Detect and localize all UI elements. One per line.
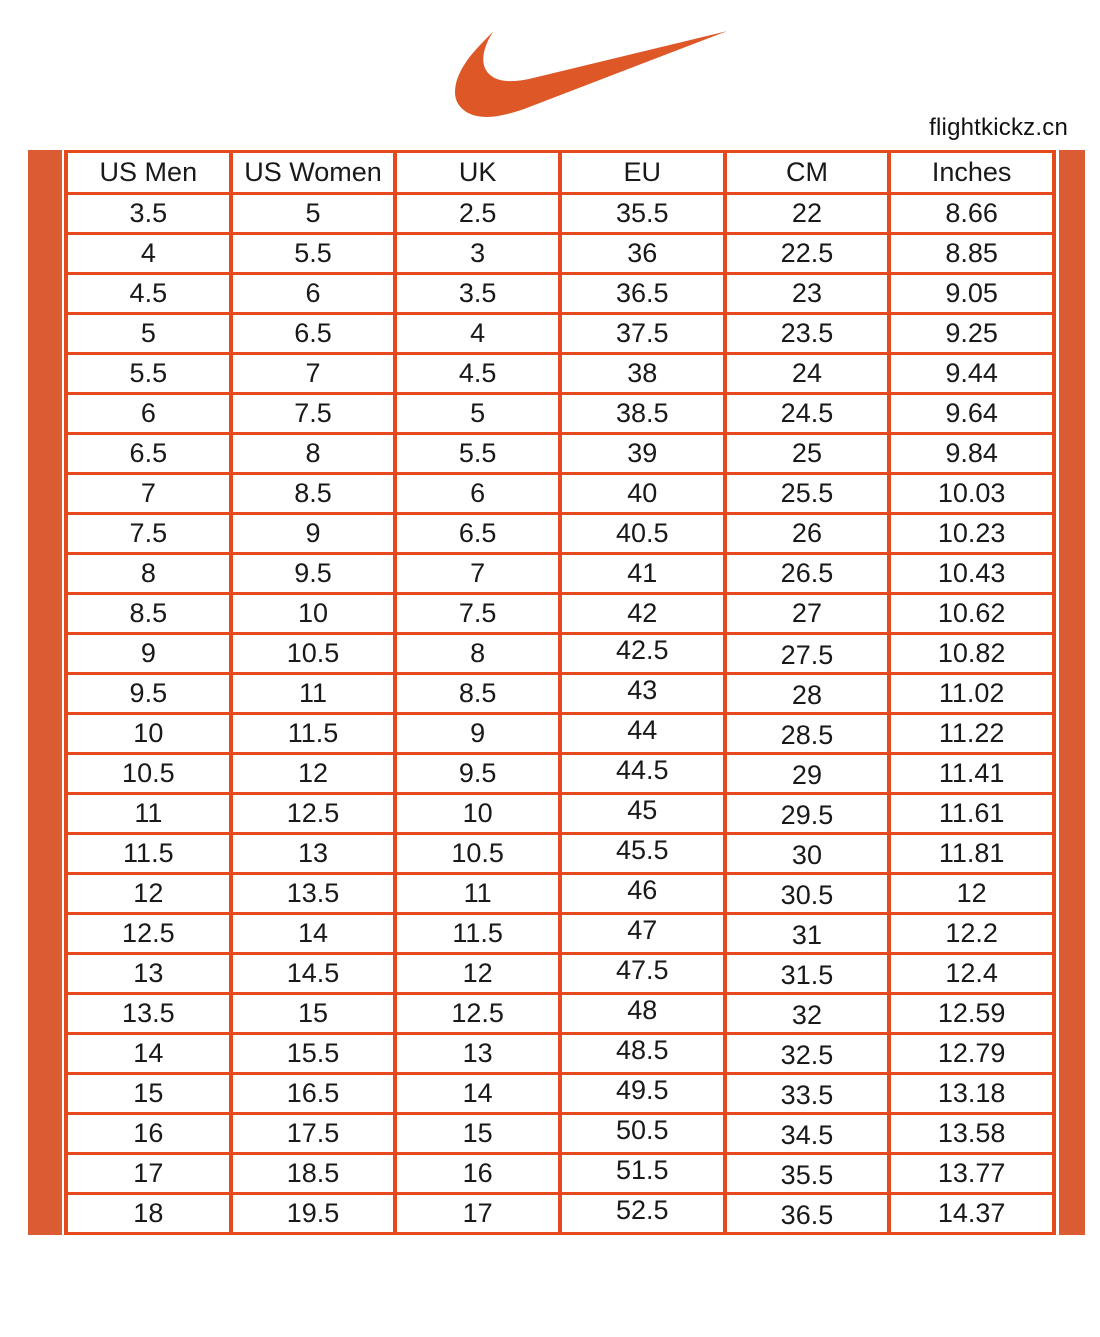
size-cell: 36.5 <box>725 1194 890 1234</box>
size-cell: 9 <box>395 714 560 754</box>
size-cell: 35.5 <box>560 194 725 234</box>
size-cell: 10 <box>66 714 231 754</box>
size-cell: 9.84 <box>889 434 1054 474</box>
size-cell: 13.5 <box>66 994 231 1034</box>
size-cell: 6.5 <box>231 314 396 354</box>
size-cell: 11 <box>395 874 560 914</box>
size-cell: 10.82 <box>889 634 1054 674</box>
size-cell: 48 <box>560 994 725 1034</box>
size-cell: 12 <box>889 874 1054 914</box>
size-cell: 39 <box>560 434 725 474</box>
size-cell: 4.5 <box>66 274 231 314</box>
size-cell: 36 <box>560 234 725 274</box>
size-cell: 22.5 <box>725 234 890 274</box>
size-cell: 11.5 <box>231 714 396 754</box>
size-cell: 40 <box>560 474 725 514</box>
size-cell: 43 <box>560 674 725 714</box>
column-header-cm: CM <box>725 152 890 194</box>
size-cell: 12.2 <box>889 914 1054 954</box>
size-cell: 6.5 <box>66 434 231 474</box>
size-cell: 15 <box>66 1074 231 1114</box>
size-cell: 15 <box>231 994 396 1034</box>
size-cell: 46 <box>560 874 725 914</box>
size-cell: 11.81 <box>889 834 1054 874</box>
size-cell: 11.61 <box>889 794 1054 834</box>
size-cell: 10.62 <box>889 594 1054 634</box>
size-cell: 15 <box>395 1114 560 1154</box>
size-cell: 10.5 <box>395 834 560 874</box>
size-cell: 12.59 <box>889 994 1054 1034</box>
size-cell: 4.5 <box>395 354 560 394</box>
size-cell: 13 <box>231 834 396 874</box>
size-cell: 9.5 <box>231 554 396 594</box>
size-cell: 9.5 <box>395 754 560 794</box>
size-cell: 24.5 <box>725 394 890 434</box>
table-row <box>66 714 1054 754</box>
size-cell: 24 <box>725 354 890 394</box>
size-cell: 14.5 <box>231 954 396 994</box>
size-cell: 33.5 <box>725 1074 890 1114</box>
size-cell: 15.5 <box>231 1034 396 1074</box>
size-cell: 6 <box>231 274 396 314</box>
size-cell: 8 <box>66 554 231 594</box>
table-row <box>66 874 1054 914</box>
size-cell: 8.66 <box>889 194 1054 234</box>
size-cell: 28 <box>725 674 890 714</box>
size-cell: 6.5 <box>395 514 560 554</box>
size-cell: 36.5 <box>560 274 725 314</box>
size-cell: 38.5 <box>560 394 725 434</box>
size-cell: 7 <box>231 354 396 394</box>
size-cell: 44.5 <box>560 754 725 794</box>
size-cell: 34.5 <box>725 1114 890 1154</box>
size-cell: 10 <box>231 594 396 634</box>
size-cell: 16 <box>66 1114 231 1154</box>
size-cell: 13 <box>66 954 231 994</box>
size-cell: 31.5 <box>725 954 890 994</box>
size-cell: 4 <box>66 234 231 274</box>
size-cell: 45.5 <box>560 834 725 874</box>
table-row <box>66 1074 1054 1114</box>
left-accent-bar <box>28 150 62 1235</box>
size-cell: 9 <box>231 514 396 554</box>
size-cell: 12.5 <box>66 914 231 954</box>
table-row <box>66 514 1054 554</box>
size-cell: 47.5 <box>560 954 725 994</box>
table-row <box>66 1194 1054 1234</box>
size-cell: 11 <box>231 674 396 714</box>
size-cell: 47 <box>560 914 725 954</box>
size-cell: 8.5 <box>66 594 231 634</box>
size-cell: 42.5 <box>560 634 725 674</box>
size-cell: 5 <box>66 314 231 354</box>
size-cell: 12.79 <box>889 1034 1054 1074</box>
size-cell: 13.5 <box>231 874 396 914</box>
size-cell: 8.5 <box>395 674 560 714</box>
size-cell: 38 <box>560 354 725 394</box>
size-cell: 14.37 <box>889 1194 1054 1234</box>
size-cell: 6 <box>66 394 231 434</box>
size-cell: 12 <box>395 954 560 994</box>
size-cell: 9.64 <box>889 394 1054 434</box>
table-row <box>66 554 1054 594</box>
size-cell: 40.5 <box>560 514 725 554</box>
size-cell: 2.5 <box>395 194 560 234</box>
size-cell: 31 <box>725 914 890 954</box>
size-cell: 8 <box>231 434 396 474</box>
size-cell: 10.5 <box>231 634 396 674</box>
size-cell: 18.5 <box>231 1154 396 1194</box>
size-cell: 52.5 <box>560 1194 725 1234</box>
table-row <box>66 914 1054 954</box>
size-cell: 11.41 <box>889 754 1054 794</box>
size-chart <box>28 150 1085 1235</box>
size-cell: 9.25 <box>889 314 1054 354</box>
size-cell: 5 <box>395 394 560 434</box>
size-cell: 11.22 <box>889 714 1054 754</box>
size-cell: 12.5 <box>231 794 396 834</box>
size-cell: 7.5 <box>395 594 560 634</box>
table-row <box>66 354 1054 394</box>
size-cell: 29.5 <box>725 794 890 834</box>
size-cell: 7.5 <box>66 514 231 554</box>
size-cell: 25.5 <box>725 474 890 514</box>
size-cell: 5.5 <box>231 234 396 274</box>
size-cell: 5.5 <box>66 354 231 394</box>
size-cell: 27.5 <box>725 634 890 674</box>
table-row <box>66 194 1054 234</box>
size-cell: 14 <box>231 914 396 954</box>
size-cell: 11.5 <box>66 834 231 874</box>
table-row <box>66 234 1054 274</box>
size-cell: 10.23 <box>889 514 1054 554</box>
size-cell: 10.03 <box>889 474 1054 514</box>
size-cell: 11.02 <box>889 674 1054 714</box>
table-body <box>66 194 1054 1234</box>
size-cell: 27 <box>725 594 890 634</box>
size-cell: 13.58 <box>889 1114 1054 1154</box>
size-cell: 16.5 <box>231 1074 396 1114</box>
table-row <box>66 474 1054 514</box>
table-row <box>66 1114 1054 1154</box>
column-header-eu: EU <box>560 152 725 194</box>
nike-swoosh-icon <box>455 28 727 120</box>
watermark-text: flightkickz.cn <box>929 114 1068 141</box>
size-cell: 5 <box>231 194 396 234</box>
size-cell: 12.5 <box>395 994 560 1034</box>
size-cell: 7 <box>395 554 560 594</box>
size-cell: 14 <box>66 1034 231 1074</box>
size-cell: 9.5 <box>66 674 231 714</box>
size-cell: 3.5 <box>395 274 560 314</box>
size-cell: 12 <box>66 874 231 914</box>
size-cell: 18 <box>66 1194 231 1234</box>
size-cell: 35.5 <box>725 1154 890 1194</box>
size-cell: 12.4 <box>889 954 1054 994</box>
size-cell: 10.5 <box>66 754 231 794</box>
size-cell: 28.5 <box>725 714 890 754</box>
table-row <box>66 394 1054 434</box>
size-cell: 51.5 <box>560 1154 725 1194</box>
size-cell: 30 <box>725 834 890 874</box>
column-header-us-women: US Women <box>231 152 396 194</box>
table-row <box>66 954 1054 994</box>
size-cell: 11 <box>66 794 231 834</box>
table-row <box>66 1034 1054 1074</box>
size-cell: 32.5 <box>725 1034 890 1074</box>
size-cell: 10 <box>395 794 560 834</box>
table-row <box>66 634 1054 674</box>
table-row <box>66 434 1054 474</box>
size-cell: 5.5 <box>395 434 560 474</box>
size-cell: 17 <box>395 1194 560 1234</box>
column-header-inches: Inches <box>889 152 1054 194</box>
size-cell: 44 <box>560 714 725 754</box>
size-cell: 14 <box>395 1074 560 1114</box>
table-row <box>66 314 1054 354</box>
size-cell: 13.18 <box>889 1074 1054 1114</box>
size-cell: 30.5 <box>725 874 890 914</box>
size-cell: 8.5 <box>231 474 396 514</box>
size-cell: 4 <box>395 314 560 354</box>
size-cell: 26.5 <box>725 554 890 594</box>
size-cell: 13 <box>395 1034 560 1074</box>
table-row <box>66 994 1054 1034</box>
size-cell: 9.44 <box>889 354 1054 394</box>
size-cell: 25 <box>725 434 890 474</box>
size-cell: 12 <box>231 754 396 794</box>
size-cell: 7 <box>66 474 231 514</box>
column-header-uk: UK <box>395 152 560 194</box>
size-cell: 48.5 <box>560 1034 725 1074</box>
size-cell: 26 <box>725 514 890 554</box>
size-cell: 6 <box>395 474 560 514</box>
header-row <box>66 152 1054 194</box>
size-cell: 8.85 <box>889 234 1054 274</box>
size-cell: 50.5 <box>560 1114 725 1154</box>
column-header-us-men: US Men <box>66 152 231 194</box>
right-accent-bar <box>1059 150 1085 1235</box>
table-row <box>66 754 1054 794</box>
table-row <box>66 674 1054 714</box>
table-row <box>66 594 1054 634</box>
size-cell: 45 <box>560 794 725 834</box>
size-cell: 10.43 <box>889 554 1054 594</box>
size-cell: 3 <box>395 234 560 274</box>
size-cell: 49.5 <box>560 1074 725 1114</box>
table-head <box>66 152 1054 194</box>
size-cell: 37.5 <box>560 314 725 354</box>
size-cell: 13.77 <box>889 1154 1054 1194</box>
size-cell: 9 <box>66 634 231 674</box>
table-row <box>66 274 1054 314</box>
table-row <box>66 794 1054 834</box>
size-cell: 22 <box>725 194 890 234</box>
size-cell: 42 <box>560 594 725 634</box>
size-cell: 17 <box>66 1154 231 1194</box>
size-cell: 41 <box>560 554 725 594</box>
size-cell: 16 <box>395 1154 560 1194</box>
size-cell: 23.5 <box>725 314 890 354</box>
size-cell: 23 <box>725 274 890 314</box>
size-cell: 32 <box>725 994 890 1034</box>
size-cell: 7.5 <box>231 394 396 434</box>
table-row <box>66 834 1054 874</box>
size-cell: 19.5 <box>231 1194 396 1234</box>
size-cell: 9.05 <box>889 274 1054 314</box>
size-cell: 17.5 <box>231 1114 396 1154</box>
size-cell: 3.5 <box>66 194 231 234</box>
size-cell: 11.5 <box>395 914 560 954</box>
size-cell: 8 <box>395 634 560 674</box>
size-table <box>64 150 1056 1235</box>
size-cell: 29 <box>725 754 890 794</box>
table-row <box>66 1154 1054 1194</box>
